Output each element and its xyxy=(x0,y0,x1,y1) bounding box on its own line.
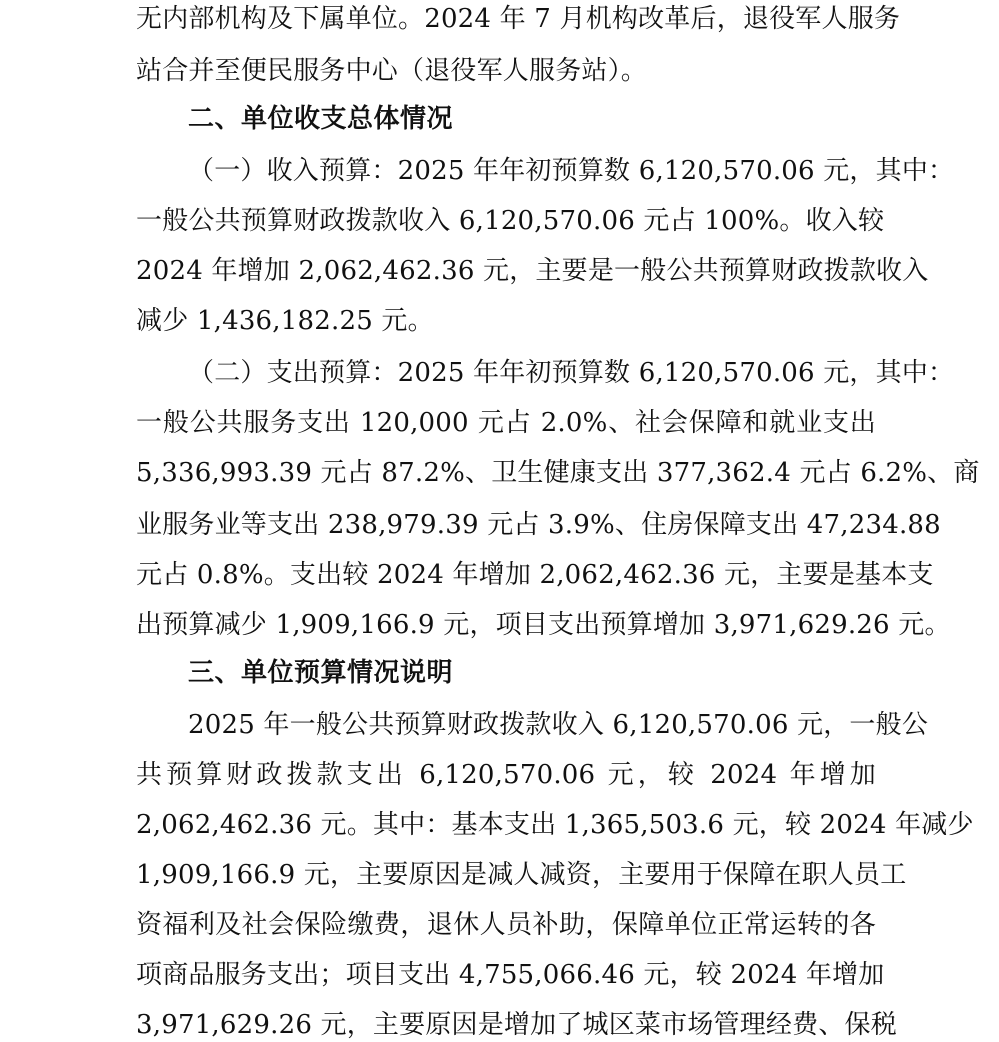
paragraph-line: 2025 年一般公共预算财政拨款收入 6,120,570.06 元，一般公 xyxy=(188,710,929,740)
paragraph-line: 1,909,166.9 元，主要原因是减人减资，主要用于保障在职人员工 xyxy=(136,860,907,890)
paragraph-line: 减少 1,436,182.25 元。 xyxy=(136,306,434,336)
paragraph-line: 一般公共预算财政拨款收入 6,120,570.06 元占 100%。收入较 xyxy=(136,206,885,236)
paragraph-line: 站合并至便民服务中心（退役军人服务站）。 xyxy=(136,56,648,86)
paragraph-line: 5,336,993.39 元占 87.2%、卫生健康支出 377,362.4 元占 6.2%、商 xyxy=(136,458,980,488)
paragraph-line: 资福利及社会保险缴费，退休人员补助，保障单位正常运转的各 xyxy=(136,910,876,940)
section-heading-3: 三、单位预算情况说明 xyxy=(188,658,454,688)
paragraph-line: （一）收入预算：2025 年年初预算数 6,120,570.06 元，其中： xyxy=(188,156,955,186)
paragraph-line: 元占 0.8%。支出较 2024 年增加 2,062,462.36 元，主要是基本支 xyxy=(136,560,934,590)
paragraph-line: 一般公共服务支出 120,000 元占 2.0%、社会保障和就业支出 xyxy=(136,408,876,438)
paragraph-line: 2024 年增加 2,062,462.36 元，主要是一般公共预算财政拨款收入 xyxy=(136,256,929,286)
paragraph-line: 2,062,462.36 元。其中：基本支出 1,365,503.6 元，较 2024 年减少 xyxy=(136,810,974,840)
paragraph-line: （二）支出预算：2025 年年初预算数 6,120,570.06 元，其中： xyxy=(188,358,955,388)
section-heading-2: 二、单位收支总体情况 xyxy=(188,104,454,134)
paragraph-line: 共预算财政拨款支出 6,120,570.06 元，较 2024 年增加 xyxy=(136,760,876,790)
paragraph-line: 3,971,629.26 元，主要原因是增加了城区菜市场管理经费、保税 xyxy=(136,1010,897,1040)
paragraph-line: 业服务业等支出 238,979.39 元占 3.9%、住房保障支出 47,234.88 xyxy=(136,510,941,540)
paragraph-line: 无内部机构及下属单位。2024 年 7 月机构改革后，退役军人服务 xyxy=(136,4,901,34)
paragraph-line: 项商品服务支出；项目支出 4,755,066.46 元，较 2024 年增加 xyxy=(136,960,885,990)
paragraph-line: 出预算减少 1,909,166.9 元，项目支出预算增加 3,971,629.26 元。 xyxy=(136,610,951,640)
